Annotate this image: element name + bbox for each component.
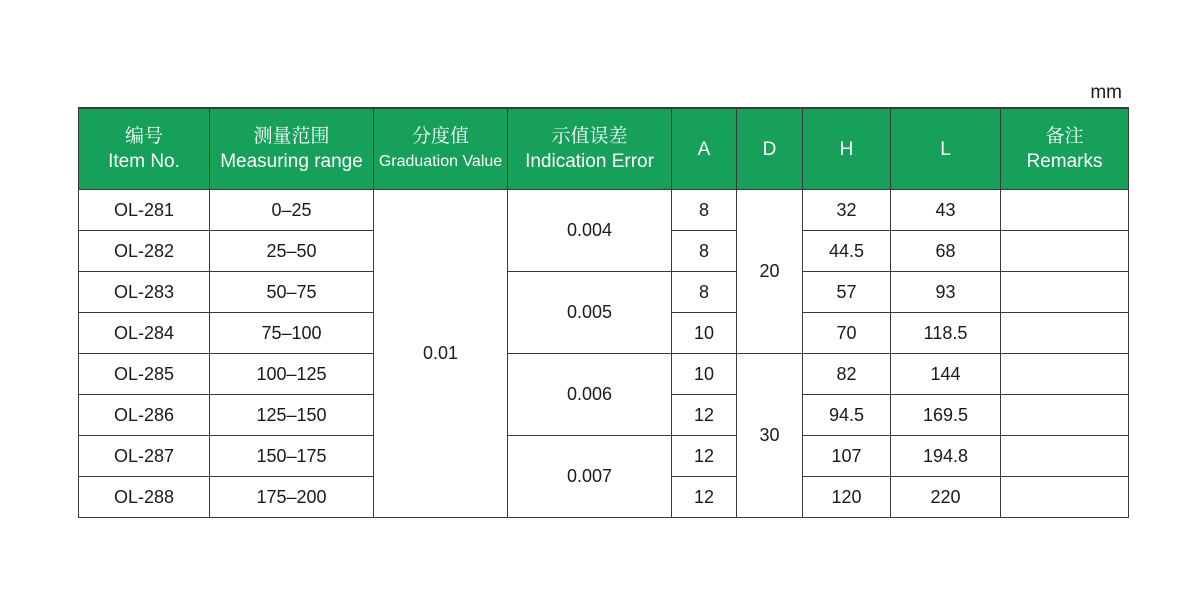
cell-a: 12 <box>672 477 737 518</box>
cell-l: 144 <box>891 354 1001 395</box>
cell-h: 107 <box>803 436 891 477</box>
cell-h: 44.5 <box>803 231 891 272</box>
table-row <box>79 436 1129 477</box>
header-measuring-range-cn: 测量范围 <box>253 125 330 147</box>
header-item-no-cn: 编号 <box>124 125 163 147</box>
cell-l: 93 <box>891 272 1001 313</box>
cell-remarks <box>1001 313 1129 354</box>
cell-item: OL-287 <box>79 436 210 477</box>
cell-h: 94.5 <box>803 395 891 436</box>
header-d: D <box>737 108 803 190</box>
cell-a: 12 <box>672 436 737 477</box>
header-graduation-en: Graduation Value <box>378 153 503 170</box>
cell-a: 8 <box>672 272 737 313</box>
cell-l: 194.8 <box>891 436 1001 477</box>
cell-range: 0–25 <box>210 190 374 231</box>
cell-remarks <box>1001 231 1129 272</box>
cell-item: OL-288 <box>79 477 210 518</box>
cell-remarks <box>1001 436 1129 477</box>
header-remarks-en: Remarks <box>1026 151 1103 172</box>
cell-l: 169.5 <box>891 395 1001 436</box>
table-row <box>79 272 1129 313</box>
cell-item: OL-284 <box>79 313 210 354</box>
cell-remarks <box>1001 477 1129 518</box>
cell-item: OL-286 <box>79 395 210 436</box>
header-indication-error-cn: 示值误差 <box>551 125 628 147</box>
header-indication-error <box>508 108 672 190</box>
header-row <box>79 108 1129 190</box>
cell-h: 120 <box>803 477 891 518</box>
cell-indication-error: 0.006 <box>508 354 672 436</box>
header-l: L <box>891 108 1001 190</box>
cell-a: 10 <box>672 313 737 354</box>
cell-remarks <box>1001 354 1129 395</box>
cell-a: 8 <box>672 231 737 272</box>
table-row <box>79 354 1129 395</box>
cell-l: 68 <box>891 231 1001 272</box>
header-graduation-cn: 分度值 <box>411 125 469 147</box>
table-row <box>79 190 1129 231</box>
cell-d: 30 <box>737 354 803 518</box>
cell-graduation: 0.01 <box>374 190 508 518</box>
cell-range: 125–150 <box>210 395 374 436</box>
cell-l: 118.5 <box>891 313 1001 354</box>
cell-range: 150–175 <box>210 436 374 477</box>
cell-indication-error: 0.007 <box>508 436 672 518</box>
cell-item: OL-283 <box>79 272 210 313</box>
cell-indication-error: 0.004 <box>508 190 672 272</box>
cell-h: 70 <box>803 313 891 354</box>
header-h: H <box>803 108 891 190</box>
cell-h: 32 <box>803 190 891 231</box>
cell-remarks <box>1001 190 1129 231</box>
cell-item: OL-281 <box>79 190 210 231</box>
header-measuring-range <box>210 108 374 190</box>
cell-h: 82 <box>803 354 891 395</box>
cell-item: OL-282 <box>79 231 210 272</box>
header-a: A <box>672 108 737 190</box>
header-item-no <box>79 108 210 190</box>
cell-h: 57 <box>803 272 891 313</box>
header-graduation <box>374 108 508 190</box>
cell-indication-error: 0.005 <box>508 272 672 354</box>
header-item-no-en: Item No. <box>108 151 180 172</box>
cell-a: 8 <box>672 190 737 231</box>
cell-item: OL-285 <box>79 354 210 395</box>
unit-label: mm <box>1090 82 1122 103</box>
spec-table <box>78 107 1129 518</box>
cell-remarks <box>1001 395 1129 436</box>
header-remarks-cn: 备注 <box>1045 125 1084 147</box>
cell-remarks <box>1001 272 1129 313</box>
cell-a: 12 <box>672 395 737 436</box>
cell-range: 100–125 <box>210 354 374 395</box>
cell-l: 220 <box>891 477 1001 518</box>
cell-range: 25–50 <box>210 231 374 272</box>
cell-range: 75–100 <box>210 313 374 354</box>
header-remarks <box>1001 108 1129 190</box>
header-measuring-range-en: Measuring range <box>220 151 363 172</box>
cell-range: 50–75 <box>210 272 374 313</box>
cell-l: 43 <box>891 190 1001 231</box>
cell-d: 20 <box>737 190 803 354</box>
cell-range: 175–200 <box>210 477 374 518</box>
cell-a: 10 <box>672 354 737 395</box>
header-indication-error-en: Indication Error <box>525 151 654 172</box>
